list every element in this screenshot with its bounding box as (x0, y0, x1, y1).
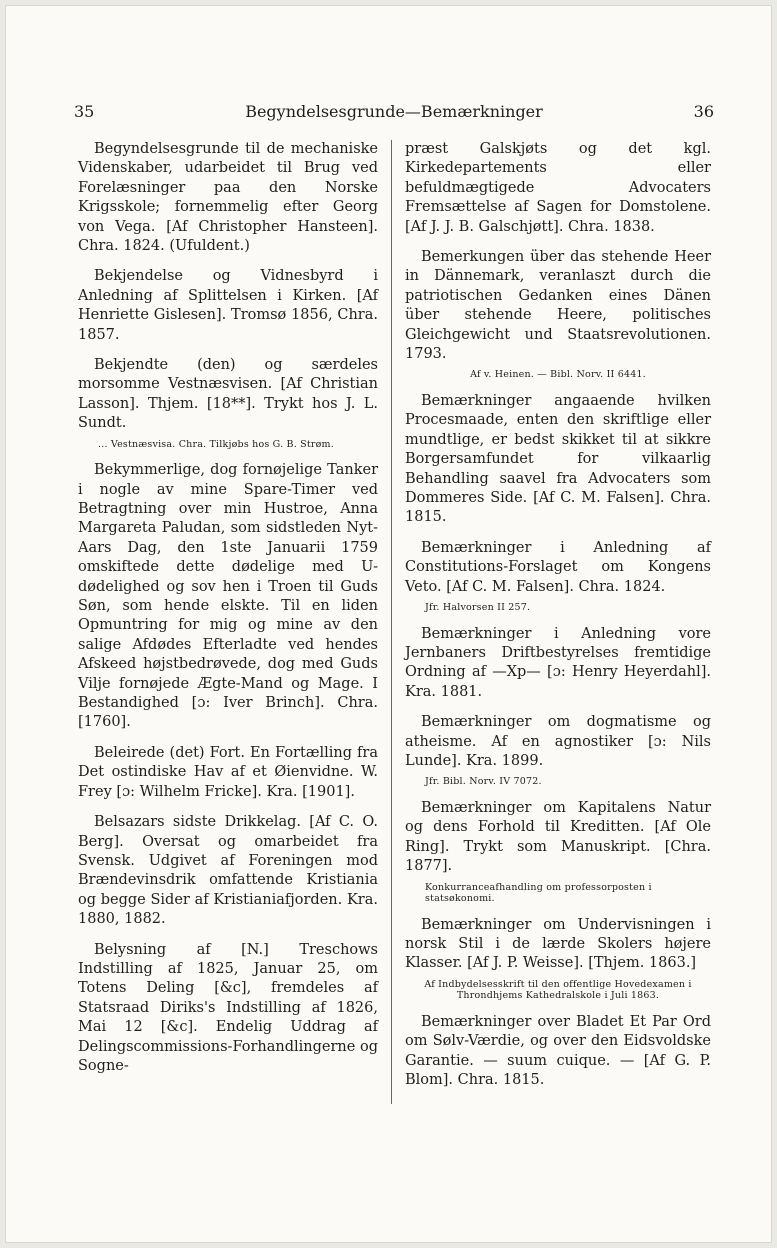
entry-note: Af Indbydelsesskrift til den offentlige Hovedexamen i Throndhjems Kathedralskole i Juli 1863. (424, 978, 692, 1002)
entry-note: Jfr. Halvorsen II 257. (425, 602, 531, 614)
entry: Bemerkungen über das stehende Heer in Dännemark, veranlaszt durch die patriotischen Gedanken eines Dänen über stehende Heere, politisches Gleichgewicht und Staatsrevolutionen. 1793. (405, 249, 711, 363)
entry-note: Konkurranceafhandling om professorposten i statsøkonomi. (425, 881, 652, 904)
right-column (405, 140, 711, 1101)
entry: Bemærkninger om dogmatisme og atheisme. Af en agnostiker [ɔ: Nils Lunde]. Kra. 1899. (405, 714, 711, 769)
entry: Begyndelsesgrunde til de mechaniske Videnskaber, udarbeidet til Brug ved Forelæsninger paa den Norske Krigsskole; fornemmelig efter Georg von Vega. [Af Christopher Hansteen]. Chra. 1824. (Ufuldent.) (78, 141, 378, 255)
entry: Bemærkninger om Undervisningen i norsk Stil i de lærde Skolers højere Klasser. [Af J. P. Weisse]. [Thjem. 1863.] (405, 916, 711, 972)
entry: Belsazars sidste Drikkelag. [Af C. O. Berg]. Oversat og omarbeidet fra Svensk. Udgivet af Foreningen mod Brændevinsdrik omfattende Kristiania og begge Sider af Kristianiafjorden. Kra. 1880, 1882. (78, 814, 378, 928)
running-head (74, 102, 714, 126)
entry-note: Jfr. Bibl. Norv. IV 7072. (425, 776, 542, 788)
page-number-right: 36 (693, 102, 714, 121)
entry: Bemærkninger i Anledning vore Jernbaners Driftbestyrelses fremtidige Ordning af —Xp— [ɔ: Henry Heyerdahl]. Kra. 1881. (405, 625, 711, 700)
entry-note: Af v. Heinen. — Bibl. Norv. II 6441. (470, 369, 646, 381)
entry: Bekjendelse og Vidnesbyrd i Anledning af Splittelsen i Kirken. [Af Henriette Gislesen]. Tromsø 1856, Chra. 1857. (78, 268, 378, 343)
column-divider (391, 140, 392, 1104)
entry-note: ... Vestnæsvisa. Chra. Tilkjøbs hos G. B. Strøm. (98, 438, 334, 450)
entry-continued: præst Galskjøts og det kgl. Kirkedepartements eller befuldmægtigede Advocaters Fremsættelse af Sagen for Domstolene. [Af J. J. B. Galschjøtt]. Chra. 1838. (405, 141, 711, 235)
entry: Bemærkninger om Kapitalens Natur og dens Forhold til Kreditten. [Af Ole Ring]. Trykt som Manuskript. [Chra. 1877]. (405, 799, 711, 875)
book-page (6, 6, 771, 1242)
entry: Belysning af [N.] Treschows Indstilling af 1825, Januar 25, om Totens Deling [&c], fremdeles af Statsraad Diriks's Indstilling af 1826, Mai 12 [&c]. Endelig Uddrag af Delingscommissions-Forhandlingerne og Sogne- (78, 941, 378, 1074)
entry: Bemærkninger i Anledning af Constitutions-Forslaget om Kongens Veto. [Af C. M. Falsen]. Chra. 1824. (405, 539, 711, 595)
entry: Bemærkninger angaaende hvilken Procesmaade, enten den skriftlige eller mundtlige, er bedst skikket til at sikkre Borgersamfundet for vilkaarlig Behandling saavel fra Advocaters som Dommeres Side. [Af C. M. Falsen]. Chra. 1815. (405, 392, 711, 526)
page-number-left: 35 (74, 102, 95, 121)
entry: Bekymmerlige, dog fornøjelige Tanker i nogle av mine Spare-Timer ved Betragtning over min Hustroe, Anna Margareta Paludan, som sidstleden Nyt-Aars Dag, den 1ste Januarii 1759 omskiftede dette dødelige med U-dødelighed og sov hen i Troen til Guds Søn, som hende elskte. Til en liden Opmuntring for mig og mine av den salige Afdødes Efterladte ved hendes Afskeed højstbedrøvede, dog med Guds Vilje fornøjede Ægte-Mand og Mage. I Bestandighed [ɔ: Iver Brinch]. Chra. [1760]. (78, 462, 378, 731)
entry: Beleirede (det) Fort. En Fortælling fra Det ostindiske Hav af et Øienvidne. W. Frey [ɔ: Wilhelm Fricke]. Kra. [1901]. (78, 744, 378, 800)
entry: Bemærkninger over Bladet Et Par Ord om Sølv-Værdie, og over den Eidsvoldske Garantie. — suum cuique. — [Af G. P. Blom]. Chra. 1815. (405, 1013, 711, 1088)
running-title: Begyndelsesgrunde—Bemærkninger (245, 102, 543, 121)
entry: Bekjendte (den) og særdeles morsomme Vestnæsvisen. [Af Christian Lasson]. Thjem. [18**]. Trykt hos J. L. Sundt. (78, 357, 378, 432)
left-column (78, 140, 378, 1087)
